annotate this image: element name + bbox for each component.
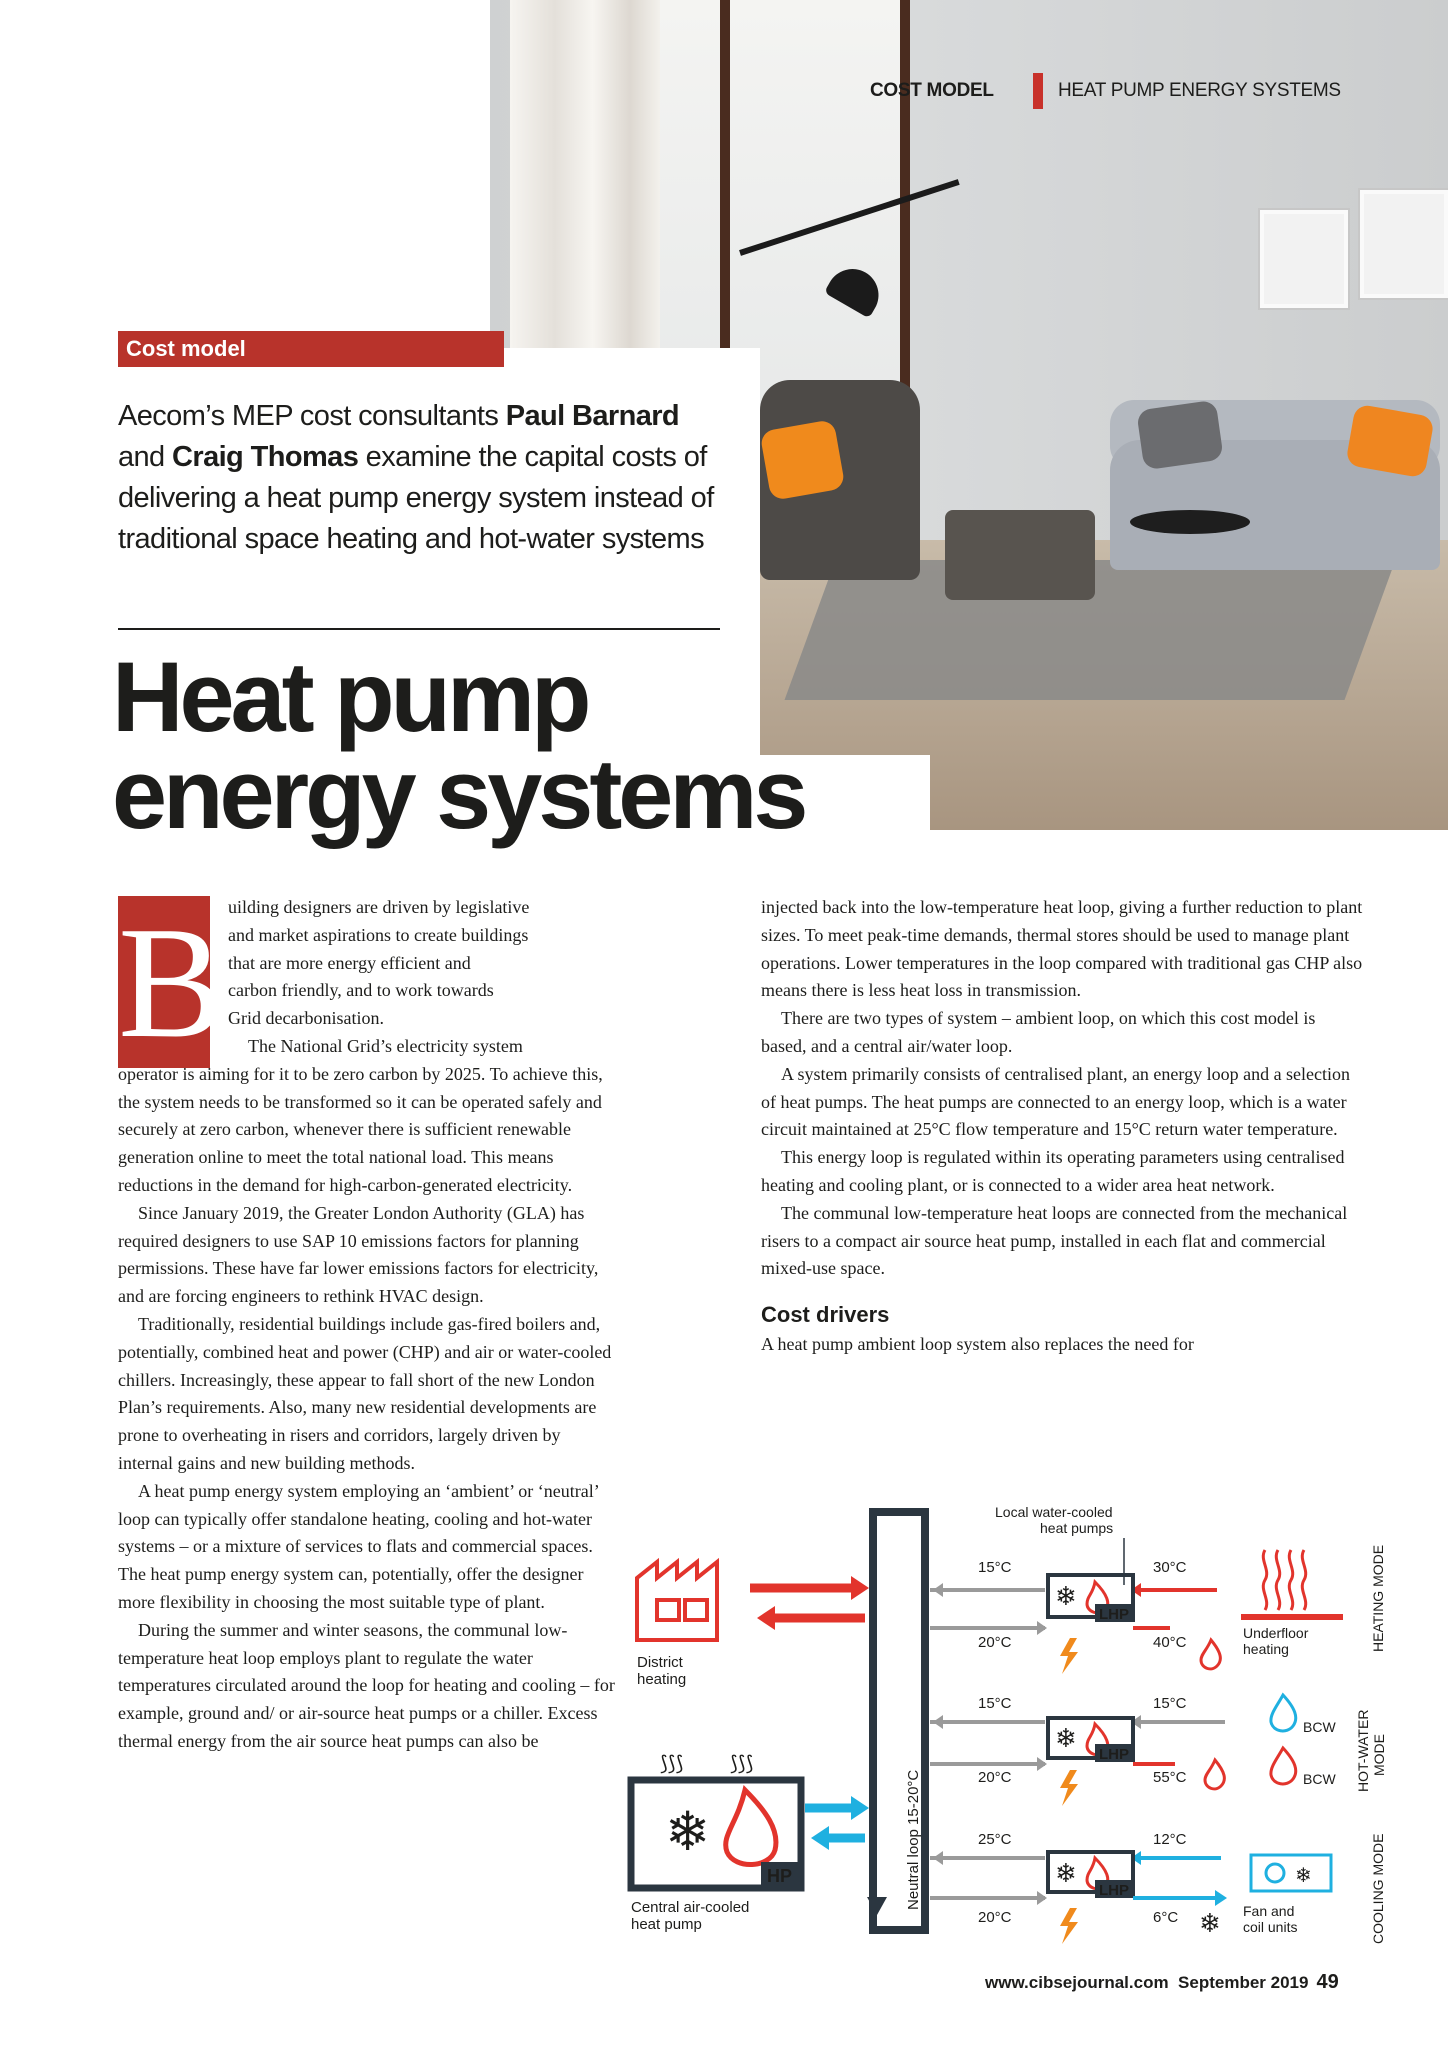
snowflake-icon: ❄ [1199, 1908, 1221, 1938]
loop-label: Neutral loop 15-20°C [905, 1769, 922, 1910]
paragraph: injected back into the low-temperature heat loop, giving a further reduction to plant sizes. To meet peak-time demands, thermal stores should be used to manage plant operations. Lower temperatures in the loop compared with traditional gas CHP also means there is less heat loss in transmission. [761, 897, 1363, 1001]
hot-water-drop-icon [1271, 1748, 1296, 1784]
paragraph: This energy loop is regulated within its operating parameters using centralised heating and cooling plant, or is connected to a wider area heat network. [761, 1147, 1345, 1195]
flame-icon [1201, 1640, 1220, 1669]
article-title: Heat pump energy systems [112, 641, 805, 849]
svg-text:12°C: 12°C [1153, 1831, 1187, 1848]
footer-date: September 2019 [1178, 1973, 1309, 1992]
electricity-icon [1060, 1638, 1078, 1674]
author-1: Paul Barnard [505, 400, 680, 432]
svg-text:HP: HP [767, 1866, 793, 1886]
central-label: Central air-cooled [631, 1899, 750, 1916]
svg-text:BCW: BCW [1303, 1719, 1336, 1735]
svg-text:⟆⟆⟆: ⟆⟆⟆ [730, 1753, 754, 1775]
cooling-mode-label: COOLING MODE [1370, 1833, 1386, 1944]
header-divider [1033, 73, 1043, 109]
svg-text:25°C: 25°C [978, 1831, 1012, 1848]
svg-text:heating: heating [1243, 1641, 1289, 1657]
svg-text:MODE: MODE [1371, 1734, 1387, 1776]
svg-text:⟆⟆⟆: ⟆⟆⟆ [660, 1753, 684, 1775]
svg-text:Fan and: Fan and [1243, 1903, 1295, 1919]
svg-text:6°C: 6°C [1153, 1909, 1179, 1926]
svg-text:30°C: 30°C [1153, 1559, 1187, 1576]
svg-text:LHP: LHP [1099, 1882, 1129, 1899]
cold-water-drop-icon [1271, 1695, 1296, 1731]
category-tag: Cost model [118, 331, 504, 367]
body-column-1: uilding designers are driven by legislative and market aspirations to create buildings that are more energy efficient and carbon friendly, and to work towards Grid decarbonisation. The National Grid’s electricity system operator is aiming for it to be zero carbon by 2025. To achieve this, the system needs to be transformed so it can be operated safely and securely at zero carbon, whenever there is sufficient renewable generation online to meet the total national load. This means reductions in the demand for high-carbon-generated electricity. Since January 2019, the Greater London Authority (GLA) has required designers to use SAP 10 emissions factors for planning permissions. These have far lower emissions factors for electricity, and are forcing engineers to rethink HVAC design. Traditionally, residential buildings include gas-fired boilers and, potentially, combined heat and power (CHP) and air or water-cooled chillers. Increasingly, these appear to fall short of the new London Plan’s requirements. Also, many new residential developments are prone to overheating in risers and corridors, largely driven by internal gains and new building methods. A heat pump energy system employing an ‘ambient’ or ‘neutral’ loop can typically offer standalone heating, cooling and hot-water systems – or a mixture of services to flats and commercial spaces. The heat pump energy system can, potentially, offer the designer more flexibility in choosing the most suitable type of plant. During the summer and winter seasons, the communal low-temperature heat loop employs plant to regulate the water temperatures circulated around the loop for heating and cooling – for example, ground and/ or air-source heat pumps or a chiller. Excess thermal energy from the air source heat pumps can also be [118, 894, 618, 1756]
svg-text:BCW: BCW [1303, 1771, 1336, 1787]
paragraph: Traditionally, residential buildings include gas-fired boilers and, potentially, combined heat and power (CHP) and air or water-cooled chillers. Increasingly, these appear to fall short of the new London Plan’s requirements. Also, many new residential developments are prone to overheating in risers and corridors, largely driven by internal gains and new building methods. [118, 1313, 612, 1473]
paragraph: A heat pump energy system employing an ‘ambient’ or ‘neutral’ loop can typically offer standalone heating, cooling and hot-water systems – or a mixture of services to flats and commercial spaces. The heat pump energy system can, potentially, offer the designer more flexibility in choosing the most suitable type of plant. [118, 1480, 599, 1612]
svg-text:❄: ❄ [665, 1802, 711, 1862]
svg-text:15°C: 15°C [978, 1695, 1012, 1712]
svg-text:LHP: LHP [1099, 1606, 1129, 1623]
footer-url: www.cibsejournal.com [985, 1973, 1169, 1992]
hot-water-mode-label: HOT-WATER [1355, 1709, 1371, 1792]
footer [985, 1971, 1339, 1994]
svg-text:❄: ❄ [1055, 1858, 1077, 1888]
electricity-icon [1060, 1770, 1078, 1806]
paragraph: Since January 2019, the Greater London Authority (GLA) has required designers to use SAP 10 emissions factors for planning permissions. These have far lower emissions factors for electricity, and are forcing engineers to rethink HVAC design. [118, 1202, 599, 1307]
heating-mode-label: HEATING MODE [1370, 1544, 1386, 1652]
body-column-2 [761, 894, 1363, 1359]
svg-text:40°C: 40°C [1153, 1634, 1187, 1651]
paragraph: The communal low-temperature heat loops are connected from the mechanical risers to a compact air source heat pump, installed in each flat and commercial mixed-use space. [761, 1202, 1348, 1279]
divider-rule [118, 628, 720, 630]
svg-text:55°C: 55°C [1153, 1769, 1187, 1786]
svg-text:Underfloor: Underfloor [1243, 1625, 1309, 1641]
author-2: Craig Thomas [172, 441, 359, 473]
heat-pump-diagram [615, 1490, 1395, 1950]
svg-text:❄: ❄ [1055, 1581, 1077, 1611]
svg-text:15°C: 15°C [978, 1559, 1012, 1576]
svg-text:coil units: coil units [1243, 1919, 1298, 1935]
paragraph: A heat pump ambient loop system also replaces the need for [761, 1334, 1194, 1355]
drop-cap: B [118, 893, 225, 1071]
svg-text:20°C: 20°C [978, 1634, 1012, 1651]
paragraph: During the summer and winter seasons, the communal low-temperature heat loop employs plant to regulate the water temperatures circulated around the loop for heating and cooling – for example, ground and/ or air-source heat pumps or a chiller. Excess thermal energy from the air source heat pumps can also be [118, 1619, 615, 1751]
paragraph: A system primarily consists of centralised plant, an energy loop and a selection of heat pumps. The heat pumps are connected to an energy loop, which is a water circuit maintained at 25°C flow temperature and 15°C return water temperature. [761, 1063, 1351, 1140]
heating-row [930, 1545, 1386, 1674]
hot-water-row [930, 1695, 1387, 1806]
svg-text:20°C: 20°C [978, 1909, 1012, 1926]
topic-label: HEAT PUMP ENERGY SYSTEMS [1058, 80, 1341, 101]
electricity-icon [1060, 1908, 1078, 1944]
page-number: 49 [1316, 1971, 1339, 1993]
central-heat-pump-icon [631, 1753, 801, 1888]
svg-text:❄: ❄ [1295, 1865, 1312, 1887]
svg-text:heat pumps: heat pumps [1040, 1520, 1114, 1536]
paragraph: There are two types of system – ambient loop, on which this cost model is based, and a central air/water loop. [761, 1008, 1316, 1056]
cooling-row [930, 1831, 1386, 1944]
svg-text:heating: heating [637, 1671, 687, 1688]
standfirst: Aecom’s MEP cost consultants Paul Barnard and Craig Thomas examine the capital costs of delivering a heat pump energy system instead of traditional space heating and hot-water systems [118, 400, 714, 555]
subheading-cost-drivers: Cost drivers [761, 1302, 890, 1328]
fan-coil-icon [1251, 1855, 1331, 1891]
svg-text:❄: ❄ [1055, 1723, 1077, 1753]
factory-icon [637, 1562, 717, 1640]
paragraph: operator is aiming for it to be zero carbon by 2025. To achieve this, the system needs to be transformed so it can be operated safely and securely at zero carbon, whenever there is sufficient renewable generation online to meet the total national load. This means reductions in the demand for high-carbon-generated electricity. [118, 1063, 603, 1195]
flame-icon [1205, 1760, 1224, 1789]
underfloor-heating-icon [1263, 1550, 1305, 1610]
section-label: COST MODEL [870, 80, 994, 101]
svg-text:15°C: 15°C [1153, 1695, 1187, 1712]
svg-text:LHP: LHP [1099, 1746, 1129, 1763]
local-label: Local water-cooled [995, 1504, 1113, 1520]
svg-text:heat pump: heat pump [631, 1916, 702, 1933]
svg-text:20°C: 20°C [978, 1769, 1012, 1786]
district-label: District [637, 1654, 683, 1671]
